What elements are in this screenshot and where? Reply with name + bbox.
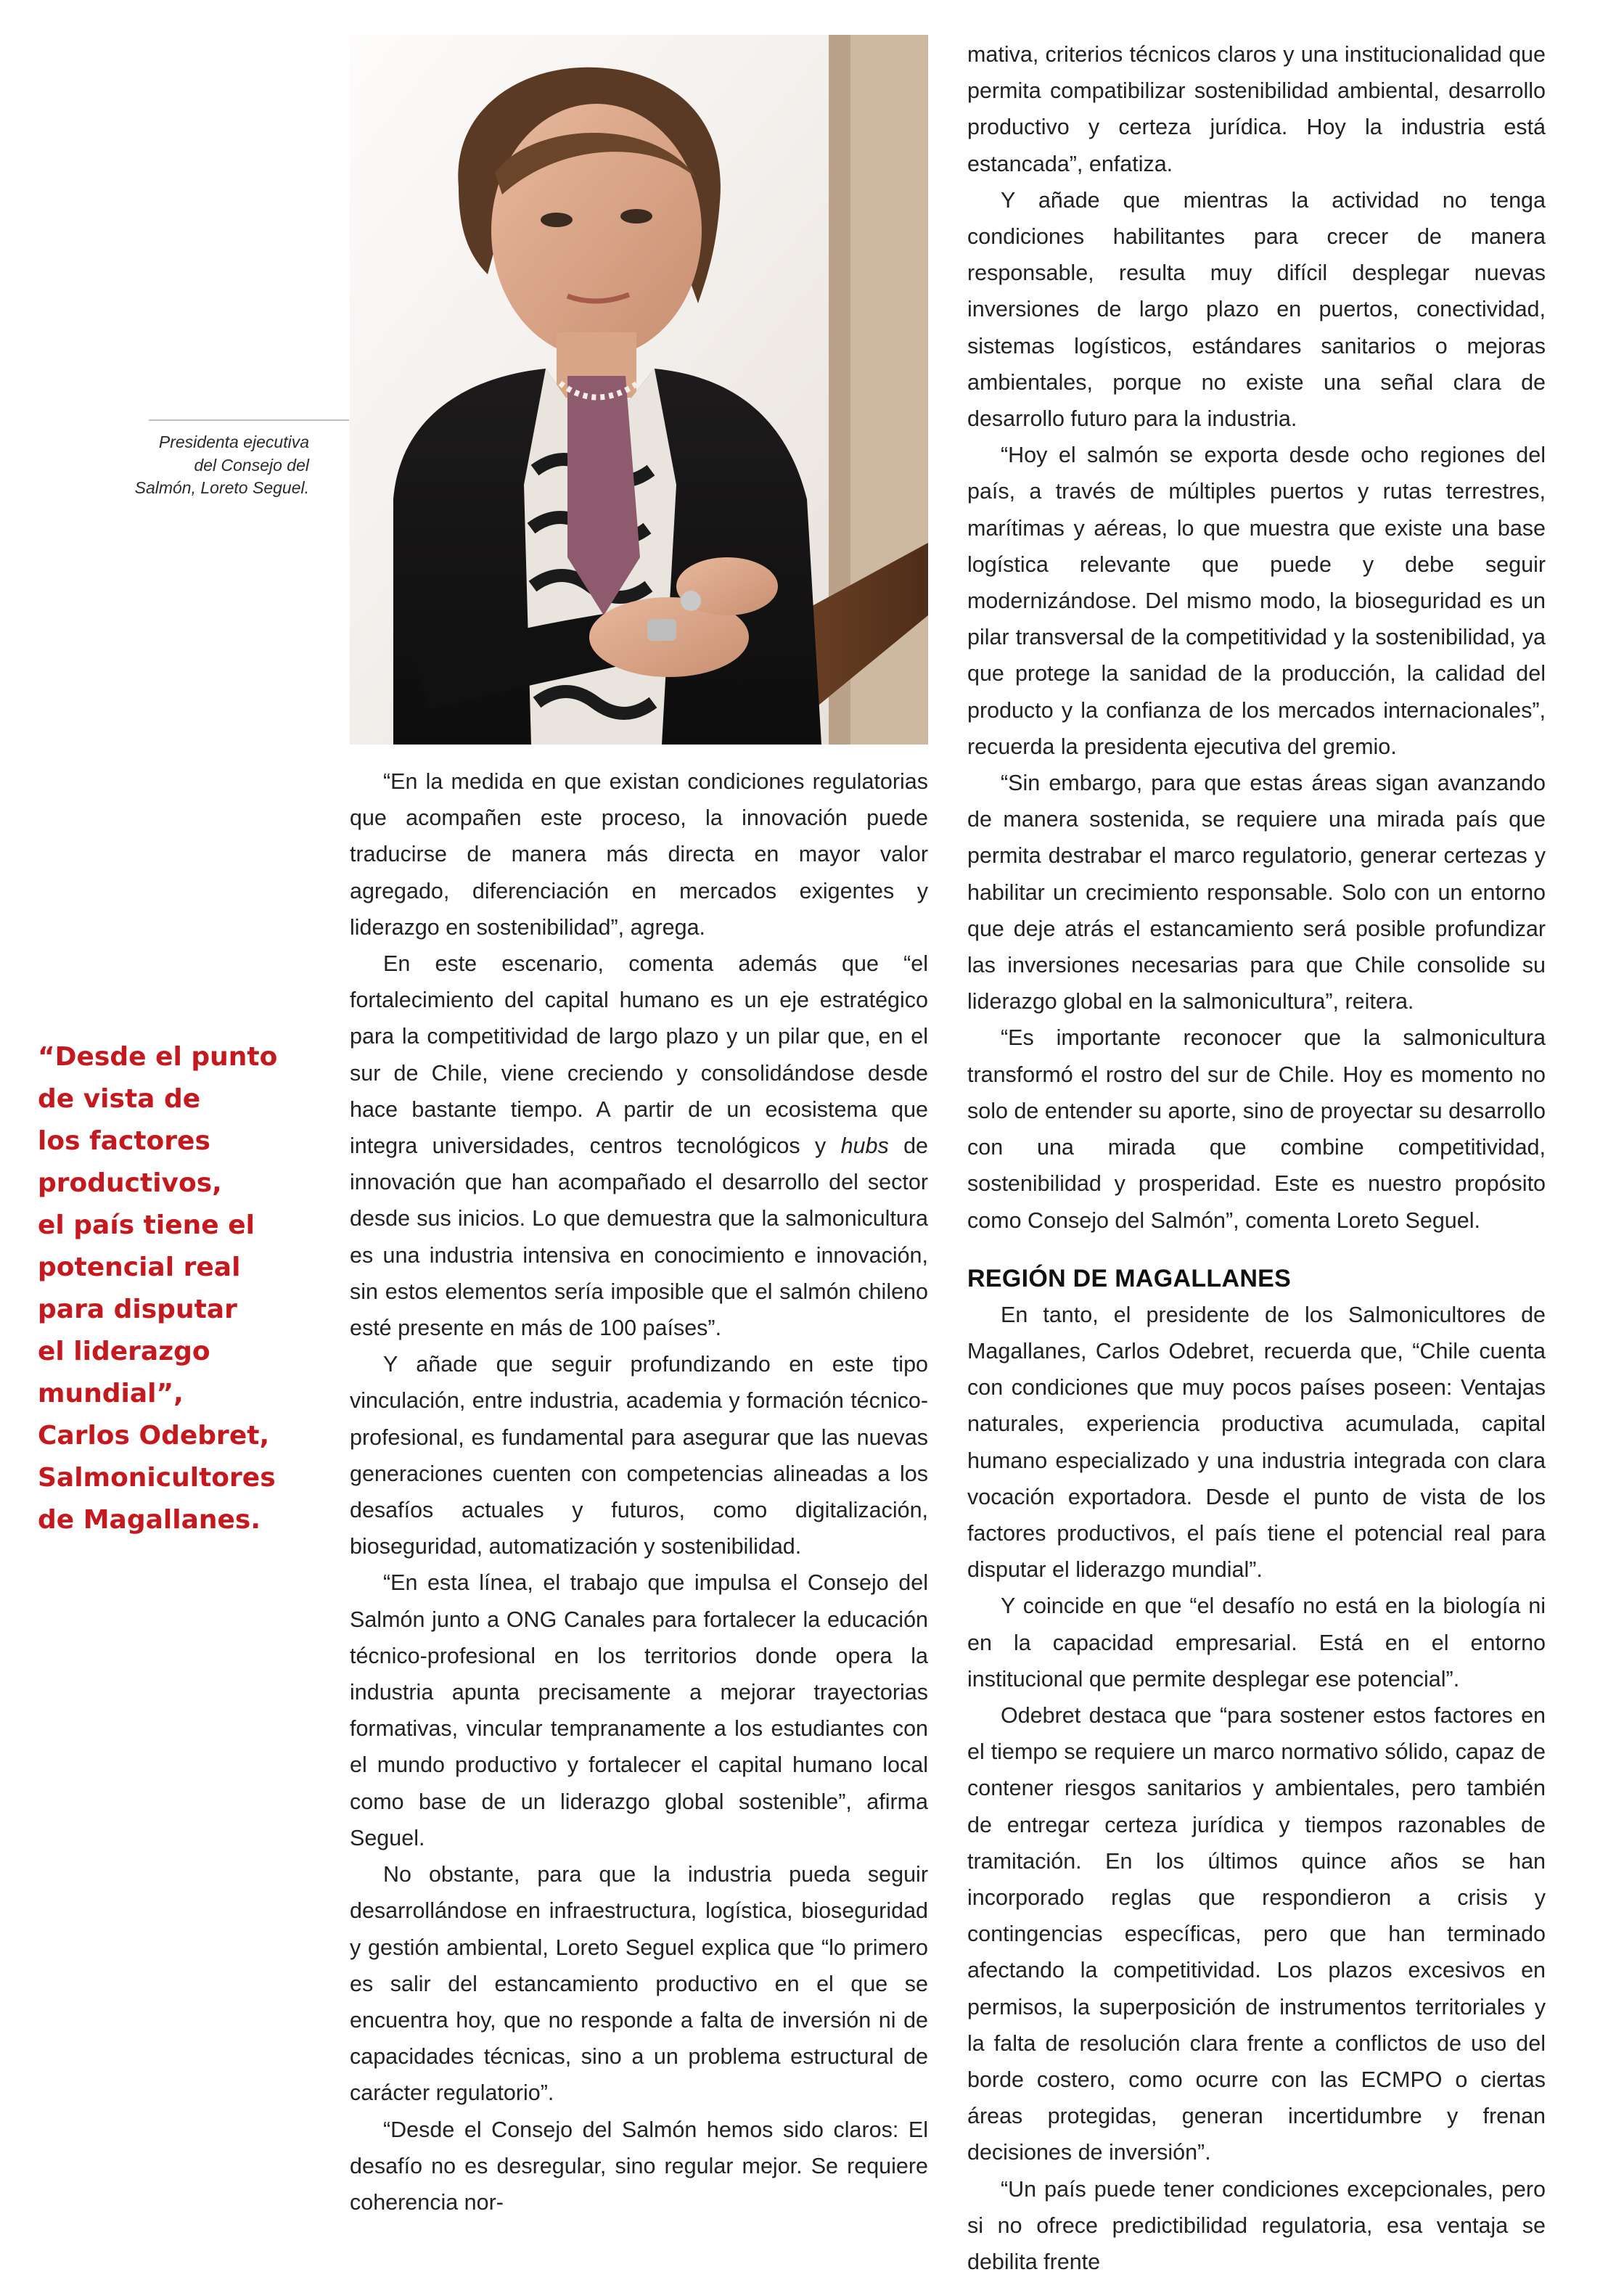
article-column-left bbox=[350, 763, 928, 2220]
caption-rule bbox=[149, 419, 349, 421]
portrait-photo bbox=[350, 35, 928, 745]
photo-caption bbox=[109, 431, 309, 500]
paragraph: Y coincide en que “el desafío no está en la biología ni en la capacidad empresarial. Está en el entorno institucional que permite desplegar ese potencial”. bbox=[967, 1594, 1546, 1691]
pull-quote-line: productivos, bbox=[38, 1168, 222, 1198]
paragraph: “Sin embargo, para que estas áreas sigan avanzando de manera sostenida, se requiere una mirada país que permita destrabar el marco regulatorio, generar certezas y habilitar un crecimiento responsable. Solo con un entorno que deje atrás el estancamiento será posible profundizar las inversiones necesarias para que Chile consolide su liderazgo global en la salmonicultura”, reitera. bbox=[967, 771, 1546, 1014]
pull-quote-line: “Desde el punto bbox=[38, 1042, 278, 1072]
portrait-illustration bbox=[350, 35, 928, 745]
pull-quote-line: Carlos Odebret, bbox=[38, 1421, 270, 1451]
pull-quote-line: mundial”, bbox=[38, 1379, 184, 1408]
pull-quote-line: el país tiene el bbox=[38, 1210, 255, 1240]
pull-quote-line: potencial real bbox=[38, 1252, 241, 1282]
pull-quote-line: el liderazgo bbox=[38, 1337, 210, 1366]
emphasis: hubs bbox=[840, 1133, 889, 1159]
pull-quote-line: Salmonicultores bbox=[38, 1463, 276, 1493]
paragraph: “Un país puede tener condiciones excepcionales, pero si no ofrece predictibilidad regulatoria, esa ventaja se debilita frente bbox=[967, 2176, 1546, 2274]
caption-line: del Consejo del bbox=[194, 455, 309, 475]
pull-quote-line: los factores bbox=[38, 1126, 210, 1156]
paragraph: En este escenario, comenta además que “el fortalecimiento del capital humano es un eje estratégico para la competitividad de largo plazo y un pilar que, en el sur de Chile, viene creciendo y consolidándose desde hace bastante tiempo. A partir de un ecosistema que integra universidades, centros tecnológicos y hubs de innovación que han acompañado el desarrollo del sector desde sus inicios. Lo que demuestra que la salmonicultura es una industria intensiva en conocimiento e innovación, sin estos elementos sería imposible que el salmón chileno esté presente en más de 100 países”. bbox=[350, 951, 928, 1341]
pull-quote-line: de Magallanes. bbox=[38, 1505, 261, 1535]
paragraph: Y añade que seguir profundizando en este tipo vinculación, entre industria, academia y formación técnico-profesional, es fundamental para asegurar que las nuevas generaciones cuenten con competencias alineadas a los desafíos actuales y futuros, como digitalización, bioseguridad, automatización y sostenibilidad. bbox=[350, 1352, 928, 1559]
paragraph: “Hoy el salmón se exporta desde ocho regiones del país, a través de múltiples puertos y rutas terrestres, marítimas y aéreas, lo que muestra que existe una base logística relevante que puede y debe seguir modernizándose. Del mismo modo, la bioseguridad es un pilar transversal de la competitividad y la sostenibilidad, ya que protege la sanidad de la producción, la calidad del producto y la confianza de los mercados internacionales”, recuerda la presidenta ejecutiva del gremio. bbox=[967, 443, 1546, 759]
section-heading: REGIÓN DE MAGALLANES bbox=[967, 1264, 1292, 1292]
pull-quote bbox=[38, 1036, 328, 1541]
article-column-right bbox=[967, 36, 1546, 2280]
paragraph: No obstante, para que la industria pueda seguir desarrollándose en infraestructura, logística, bioseguridad y gestión ambiental, Loreto Seguel explica que “lo primero es salir del estancamiento productivo en el que se encuentra hoy, que no responde a falta de inversión ni de capacidades técnicas, sino a un problema estructural de carácter regulatorio”. bbox=[350, 1862, 928, 2106]
paragraph: “Desde el Consejo del Salmón hemos sido claros: El desafío no es desregular, sino regular mejor. Se requiere coherencia nor- bbox=[350, 2117, 928, 2215]
paragraph: Y añade que mientras la actividad no tenga condiciones habilitantes para crecer de manera responsable, resulta muy difícil desplegar nuevas inversiones de largo plazo en puertos, conectividad, sistemas logísticos, estándares sanitarios o mejoras ambientales, porque no existe una señal clara de desarrollo futuro para la industria. bbox=[967, 187, 1546, 432]
paragraph: “Es importante reconocer que la salmonicultura transformó el rostro del sur de Chile. Hoy es momento no solo de entender su aporte, sino de proyectar su desarrollo con una mirada que combine competitividad, sostenibilidad y prosperidad. Este es nuestro propósito como Consejo del Salmón”, comenta Loreto Seguel. bbox=[967, 1025, 1546, 1233]
pull-quote-line: de vista de bbox=[38, 1084, 201, 1114]
paragraph: “En esta línea, el trabajo que impulsa el Consejo del Salmón junto a ONG Canales para fortalecer la educación técnico-profesional en los territorios donde opera la industria apunta precisamente a mejorar trayectorias formativas, vincular tempranamente a los estudiantes con el mundo productivo y fortalecer el capital humano local como base de un liderazgo global sostenible”, afirma Seguel. bbox=[350, 1570, 928, 1850]
caption-line: Presidenta ejecutiva bbox=[158, 432, 309, 451]
paragraph: En tanto, el presidente de los Salmonicultores de Magallanes, Carlos Odebret, recuerda que, “Chile cuenta con condiciones que muy pocos países poseen: Ventajas naturales, experiencia productiva acumulada, capital humano especializado y una industria integrada con clara vocación exportadora. Desde el punto de vista de los factores productivos, el país tiene el potencial real para disputar el liderazgo mundial”. bbox=[967, 1302, 1546, 1583]
paragraph: mativa, criterios técnicos claros y una institucionalidad que permita compatibilizar sostenibilidad ambiental, desarrollo productivo y certeza jurídica. Hoy la industria está estancada”, enfatiza. bbox=[967, 42, 1546, 176]
pull-quote-line: para disputar bbox=[38, 1295, 237, 1324]
paragraph: Odebret destaca que “para sostener estos factores en el tiempo se requiere un marco normativo sólido, capaz de contener riesgos sanitarios y ambientales, pero también de entregar certeza jurídica y tiempos razonables de tramitación. En los últimos quince años se han incorporado reglas que respondieron a crisis y contingencias específicas, pero que han terminado afectando la competitividad. Los plazos excesivos en permisos, la superposición de instrumentos territoriales y la falta de resolución clara frente a conflictos de uso del borde costero, como ocurre con las ECMPO o ciertas áreas protegidas, generan incertidumbre y frenan decisiones de inversión”. bbox=[967, 1702, 1546, 2165]
paragraph: “En la medida en que existan condiciones regulatorias que acompañen este proceso, la innovación puede traducirse de manera más directa en mayor valor agregado, diferenciación en mercados exigentes y liderazgo en sostenibilidad”, agrega. bbox=[350, 769, 928, 940]
caption-line: Salmón, Loreto Seguel. bbox=[134, 478, 309, 497]
